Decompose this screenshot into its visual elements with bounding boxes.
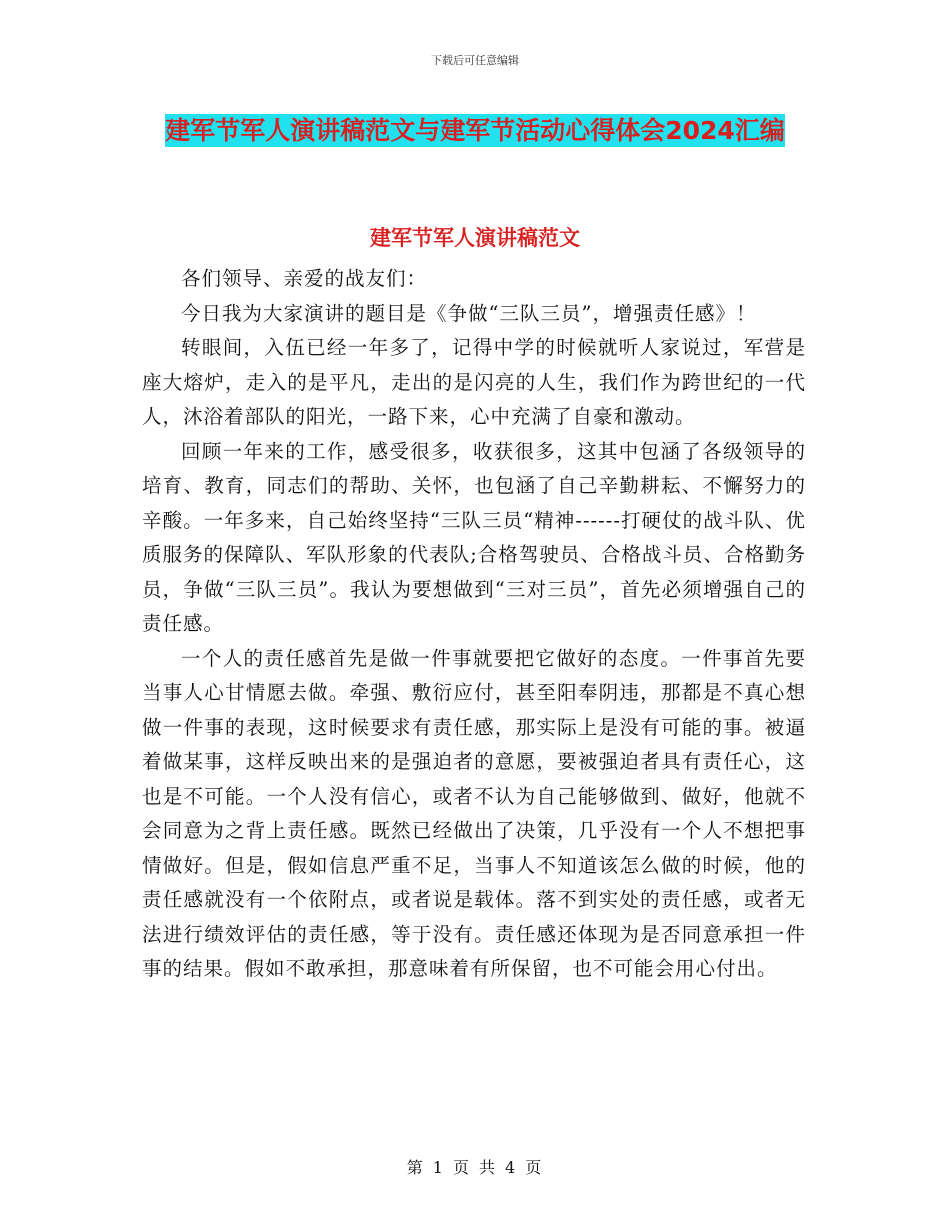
paragraph-responsibility: 一个人的责任感首先是做一件事就要把它做好的态度。一件事首先要当事人心甘情愿去做。牵强、敷衍应付，甚至阳奉阴违，那都是不真心想做一件事的表现，这时候要求有责任感，那实际上是没有可能的事。被逼着做某事，这样反映出来的是强迫者的意愿，要被强迫者具有责任心，这也是不可能。一个人没有信心，或者不认为自己能够做到、做好，他就不会同意为之背上责任感。既然已经做出了决策，几乎没有一个人不想把事情做好。但是，假如信息严重不足，当事人不知道该怎么做的时候，他的责任感就没有一个依附点，或者说是载体。落不到实处的责任感，或者无法进行绩效评估的责任感，等于没有。责任感还体现为是否同意承担一件事的结果。假如不敢承担，那意味着有所保留，也不可能会用心付出。 xyxy=(142,646,806,980)
footer-current-page: 1 xyxy=(432,1158,445,1177)
document-body xyxy=(142,262,806,987)
paragraph-topic: 今日我为大家演讲的题目是《争做“三队三员”，增强责任感》！ xyxy=(181,301,757,325)
footer-page-word: 页 xyxy=(452,1158,471,1177)
paragraph-salutation: 各们领导、亲爱的战友们： xyxy=(181,267,428,290)
page-footer xyxy=(0,1155,950,1178)
footer-total-pages: 4 xyxy=(505,1158,518,1177)
document-title xyxy=(150,112,800,150)
paragraph-review: 回顾一年来的工作，感受很多，收获很多，这其中包涵了各级领导的培育、教育，同志们的帮助、关怀，也包涵了自己辛勤耕耘、不懈努力的辛酸。一年多来，自己始终坚持“三队三员“精神------打硬仗的战斗队、优质服务的保障队、军队形象的代表队;合格驾驶员、合格战斗员、合格勤务员，争做“三队三员”。我认为要想做到“三对三员”，首先必须增强自己的责任感。 xyxy=(142,439,806,635)
section-title: 建军节军人演讲稿范文 xyxy=(370,226,580,250)
footer-total-prefix: 共 xyxy=(479,1158,498,1177)
header-note: 下载后可任意编辑 xyxy=(431,54,519,67)
document-title-highlight: 建军节军人演讲稿范文与建军节活动心得体会2024汇编 xyxy=(165,116,785,145)
footer-suffix: 页 xyxy=(525,1158,544,1177)
footer-prefix: 第 xyxy=(406,1158,425,1177)
paragraph-intro: 转眼间，入伍已经一年多了，记得中学的时候就听人家说过，军营是座大熔炉，走入的是平凡，走出的是闪亮的人生，我们作为跨世纪的一代人，沐浴着部队的阳光，一路下来，心中充满了自豪和激动。 xyxy=(142,336,806,428)
